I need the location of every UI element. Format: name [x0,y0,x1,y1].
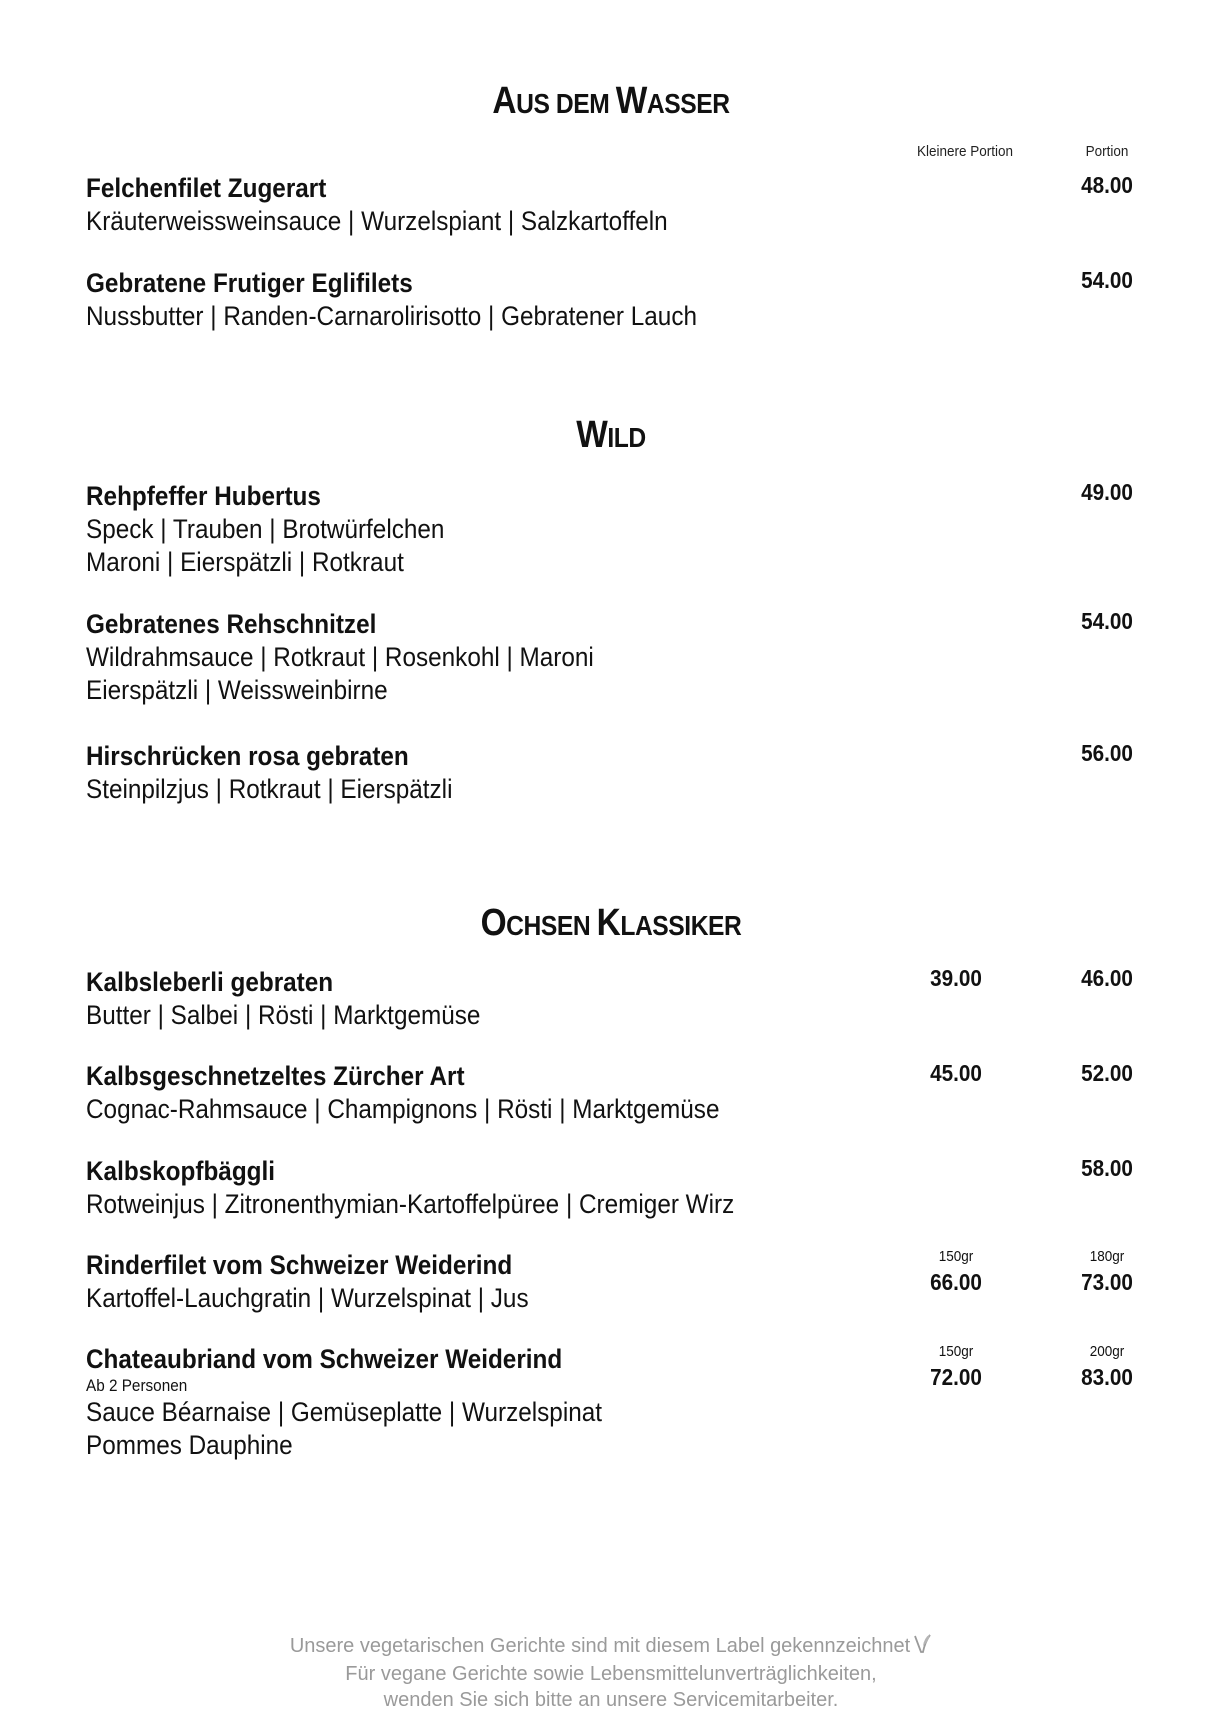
price-small-portion: 45.00 [930,1060,982,1086]
section-title-ochsen-klassiker: OCHSEN KLASSIKER [480,902,742,944]
vegetarian-leaf-icon [912,1632,932,1661]
menu-item [86,740,1146,806]
price: 83.00 [1081,1364,1133,1390]
price: 54.00 [1081,267,1133,293]
portion-weight: 200gr [1089,1343,1125,1360]
dish-description: Kartoffel-Lauchgratin | Wurzelspinat | Jus [86,1283,529,1313]
dish-name: Gebratenes Rehschnitzel [86,609,377,639]
menu-item [86,608,1146,707]
menu-item [86,1343,1146,1462]
price: 48.00 [1081,172,1133,198]
price: 49.00 [1081,479,1133,505]
dish-name: Rinderfilet vom Schweizer Weiderind [86,1250,513,1280]
dish-name: Hirschrücken rosa gebraten [86,741,409,771]
dish-description: Speck | Trauben | Brotwürfelchen [86,514,445,544]
dish-name: Kalbsgeschnetzeltes Zürcher Art [86,1061,465,1091]
dish-description: Rotweinjus | Zitronenthymian-Kartoffelpüree | Cremiger Wirz [86,1189,735,1219]
dish-description: Maroni | Eierspätzli | Rotkraut [86,547,404,577]
price: 54.00 [1081,608,1133,634]
footer-line-vegetarian: Unsere vegetarischen Gerichte sind mit diesem Label gekennzeichnet [0,1632,1222,1661]
footer-line-service: wenden Sie sich bitte an unsere Servicemitarbeiter. [383,1689,839,1711]
dish-description: Steinpilzjus | Rotkraut | Eierspätzli [86,774,453,804]
price: 73.00 [1081,1269,1133,1295]
dish-name: Kalbskopfbäggli [86,1156,276,1186]
dish-name: Gebratene Frutiger Eglifilets [86,268,413,298]
price: 52.00 [1081,1060,1133,1086]
portion-weight-small: 150gr [938,1248,974,1265]
dish-description: Nussbutter | Randen-Carnarolirisotto | Gebratener Lauch [86,301,698,331]
footer-note [0,1632,1222,1713]
dish-name: Felchenfilet Zugerart [86,173,327,203]
dish-description: Kräuterweissweinsauce | Wurzelspiant | Salzkartoffeln [86,206,668,236]
menu-item [86,1155,1146,1221]
menu-item [86,480,1146,579]
section-title-wild: WILD [576,414,646,456]
menu-item [86,267,1146,333]
price-small-portion: 72.00 [930,1364,982,1390]
price: 58.00 [1081,1155,1133,1181]
dish-description: Butter | Salbei | Rösti | Marktgemüse [86,1000,481,1030]
price-small-portion: 66.00 [930,1269,982,1295]
price: 56.00 [1081,740,1133,766]
dish-name: Rehpfeffer Hubertus [86,481,321,511]
portion-weight-small: 150gr [938,1343,974,1360]
price: 46.00 [1081,965,1133,991]
dish-name: Kalbsleberli gebraten [86,967,334,997]
dish-note: Ab 2 Personen [86,1376,188,1395]
dish-name: Chateaubriand vom Schweizer Weiderind [86,1344,563,1374]
dish-description: Eierspätzli | Weissweinbirne [86,675,388,705]
portion-weight: 180gr [1089,1248,1125,1265]
menu-item [86,172,1146,238]
dish-description: Sauce Béarnaise | Gemüseplatte | Wurzelspinat [86,1397,602,1427]
price-small-portion: 39.00 [930,965,982,991]
footer-line-vegan: Für vegane Gerichte sowie Lebensmittelunverträglichkeiten, [345,1663,877,1685]
dish-description: Pommes Dauphine [86,1430,293,1460]
section-title-wasser: AUS DEM WASSER [492,80,730,122]
dish-description: Cognac-Rahmsauce | Champignons | Rösti | Marktgemüse [86,1094,720,1124]
column-header-portion: Portion [1085,143,1129,160]
dish-description: Wildrahmsauce | Rotkraut | Rosenkohl | Maroni [86,642,594,672]
column-header-small-portion: Kleinere Portion [916,143,1014,160]
